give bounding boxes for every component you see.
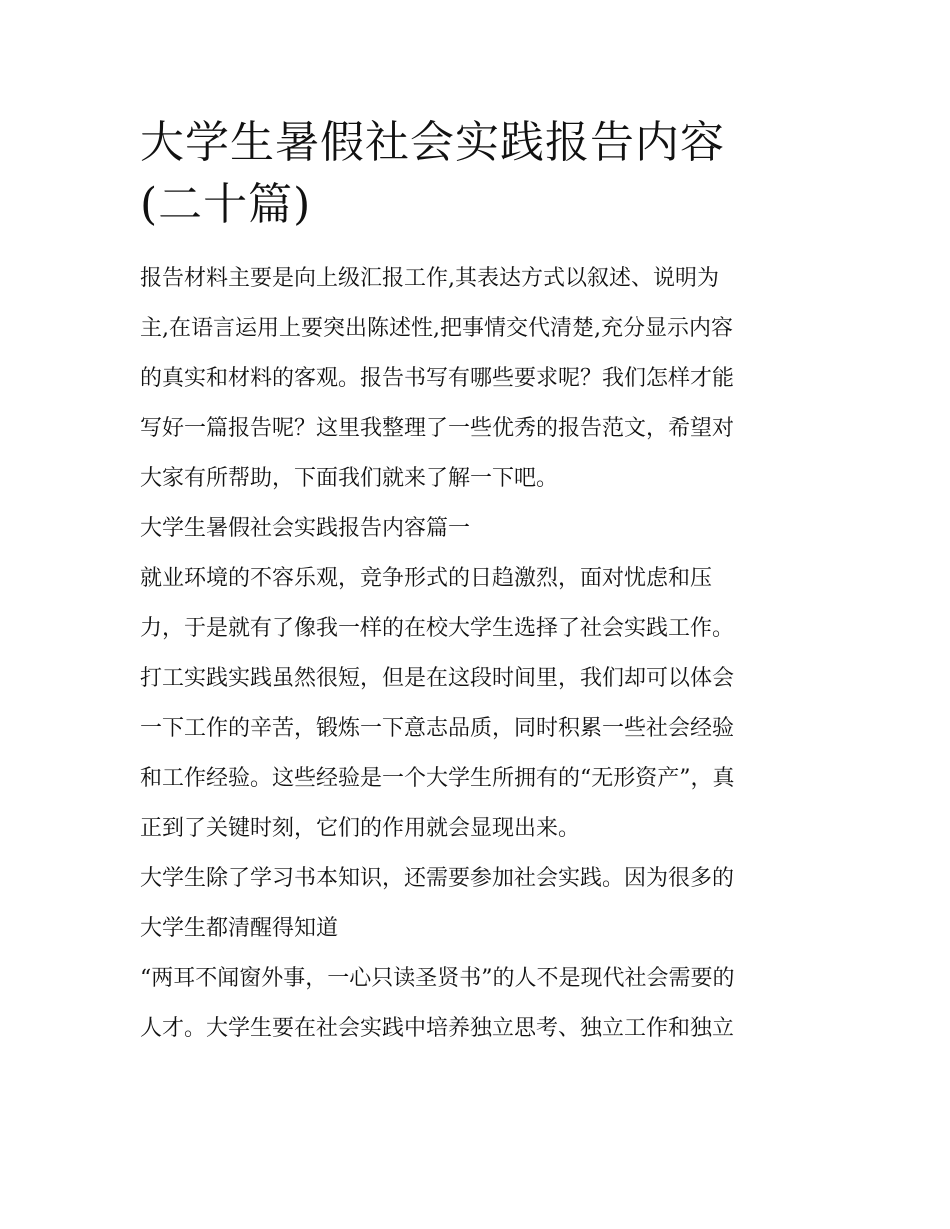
title-line: (二十篇) bbox=[140, 179, 312, 230]
body-paragraph-2 bbox=[140, 854, 812, 954]
section-heading: 大学生暑假社会实践报告内容篇一 bbox=[140, 516, 471, 541]
text-line: 打工实践实践虽然很短，但是在这段时间里，我们却可以体会 bbox=[140, 666, 735, 691]
text-line: 主,在语言运用上要突出陈述性,把事情交代清楚,充分显示内容 bbox=[140, 316, 733, 341]
document-title bbox=[140, 112, 812, 236]
text-line: 大学生都清醒得知道 bbox=[140, 916, 339, 941]
text-line: 的真实和材料的客观。报告书写有哪些要求呢？我们怎样才能 bbox=[140, 366, 735, 391]
body-paragraph-1 bbox=[140, 554, 812, 854]
document-page bbox=[140, 112, 812, 1054]
intro-paragraph bbox=[140, 254, 812, 504]
body-paragraph-3 bbox=[140, 954, 812, 1054]
text-line: 人才。大学生要在社会实践中培养独立思考、独立工作和独立 bbox=[140, 1016, 735, 1041]
title-line: 大学生暑假社会实践报告内容 bbox=[140, 117, 725, 168]
text-line: 力，于是就有了像我一样的在校大学生选择了社会实践工作。 bbox=[140, 616, 735, 641]
text-line: 写好一篇报告呢？这里我整理了一些优秀的报告范文，希望对 bbox=[140, 416, 735, 441]
text-line: 正到了关键时刻，它们的作用就会显现出来。 bbox=[140, 816, 581, 841]
text-line: 大家有所帮助，下面我们就来了解一下吧。 bbox=[140, 466, 559, 491]
text-line: 报告材料主要是向上级汇报工作,其表达方式以叙述、说明为 bbox=[140, 266, 719, 291]
text-line: 就业环境的不容乐观，竞争形式的日趋激烈，面对忧虑和压 bbox=[140, 566, 713, 591]
text-line: 和工作经验。这些经验是一个大学生所拥有的“无形资产”，真 bbox=[140, 766, 735, 791]
text-line: “两耳不闻窗外事，一心只读圣贤书”的人不是现代社会需要的 bbox=[140, 966, 735, 991]
text-line: 大学生除了学习书本知识，还需要参加社会实践。因为很多的 bbox=[140, 866, 735, 891]
text-line: 一下工作的辛苦，锻炼一下意志品质，同时积累一些社会经验 bbox=[140, 716, 735, 741]
